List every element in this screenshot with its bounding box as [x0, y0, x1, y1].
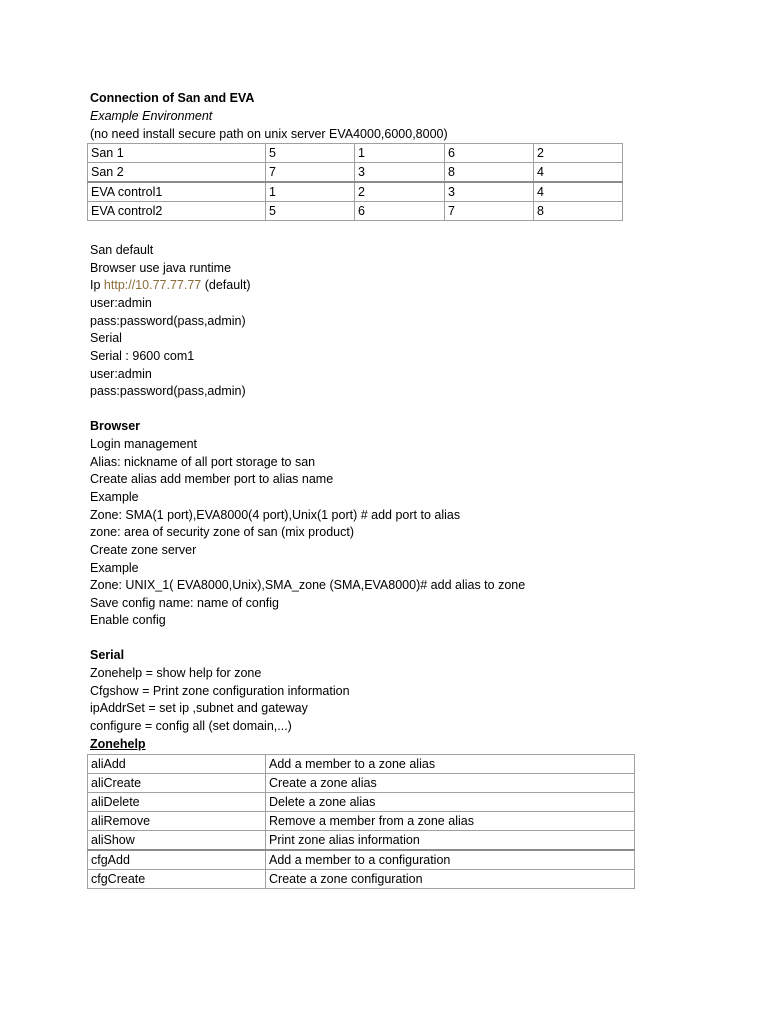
table-cell: 5: [266, 144, 355, 163]
table-cell: 8: [534, 202, 623, 221]
table-cell: 4: [534, 163, 623, 183]
browser-line: Login management: [90, 437, 198, 451]
ip-prefix: Ip: [90, 278, 101, 292]
serial-command-line: Zonehelp = show help for zone: [90, 666, 262, 680]
browser-line: Alias: nickname of all port storage to san: [90, 455, 316, 469]
document-title: Connection of San and EVA: [90, 91, 255, 105]
browser-line: Example: [90, 490, 139, 504]
table-cell: 2: [534, 144, 623, 163]
table-cell: 8: [445, 163, 534, 183]
table-row: [88, 850, 635, 870]
browser-line: Zone: UNIX_1( EVA8000,Unix),SMA_zone (SMA,EVA8000)# add alias to zone: [90, 578, 526, 592]
environment-note: (no need install secure path on unix server EVA4000,6000,8000): [90, 127, 448, 141]
table-row: [88, 202, 623, 221]
browser-line: Example: [90, 561, 139, 575]
table-cell: 5: [266, 202, 355, 221]
serial-line: Serial : 9600 com1: [90, 349, 195, 363]
table-row: [88, 163, 623, 183]
browser-heading: Browser: [90, 419, 141, 433]
browser-java-line: Browser use java runtime: [90, 261, 232, 275]
description-cell: Print zone alias information: [266, 831, 635, 851]
command-cell: aliCreate: [88, 774, 266, 793]
browser-line: zone: area of security zone of san (mix product): [90, 525, 355, 539]
browser-line: Zone: SMA(1 port),EVA8000(4 port),Unix(1 port) # add port to alias: [90, 508, 461, 522]
document-subtitle: Example Environment: [90, 109, 213, 123]
description-cell: Delete a zone alias: [266, 793, 635, 812]
san-default-heading: San default: [90, 243, 154, 257]
browser-line: Save config name: name of config: [90, 596, 280, 610]
serial-command-line: ipAddrSet = set ip ,subnet and gateway: [90, 701, 308, 715]
user-line-2: user:admin: [90, 367, 152, 381]
table-cell: 1: [355, 144, 445, 163]
serial-command-line: Cfgshow = Print zone configuration information: [90, 684, 350, 698]
command-cell: aliShow: [88, 831, 266, 851]
description-cell: Create a zone configuration: [266, 870, 635, 889]
table-cell: 4: [534, 182, 623, 202]
command-cell: aliDelete: [88, 793, 266, 812]
table-cell: San 2: [88, 163, 266, 183]
table-cell: 6: [445, 144, 534, 163]
serial-heading: Serial: [90, 648, 125, 662]
table-row: [88, 182, 623, 202]
table-row: [88, 812, 635, 831]
table-cell: 2: [355, 182, 445, 202]
table-cell: EVA control1: [88, 182, 266, 202]
command-cell: aliAdd: [88, 755, 266, 774]
table-cell: 1: [266, 182, 355, 202]
table-cell: 3: [355, 163, 445, 183]
table-cell: 3: [445, 182, 534, 202]
zonehelp-heading: Zonehelp: [90, 737, 146, 751]
table-cell: 7: [445, 202, 534, 221]
command-cell: cfgCreate: [88, 870, 266, 889]
ip-suffix: (default): [204, 278, 251, 292]
command-cell: cfgAdd: [88, 850, 266, 870]
description-cell: Remove a member from a zone alias: [266, 812, 635, 831]
description-cell: Create a zone alias: [266, 774, 635, 793]
table-row: [88, 774, 635, 793]
table-row: [88, 831, 635, 851]
table-row: [88, 144, 623, 163]
table-row: [88, 793, 635, 812]
table-cell: San 1: [88, 144, 266, 163]
ip-line: [90, 277, 251, 294]
pass-line: pass:password(pass,admin): [90, 314, 246, 328]
table-cell: EVA control2: [88, 202, 266, 221]
command-cell: aliRemove: [88, 812, 266, 831]
table-row: [88, 755, 635, 774]
zonehelp-table: [87, 754, 635, 889]
environment-table: [87, 143, 623, 221]
description-cell: Add a member to a zone alias: [266, 755, 635, 774]
serial-subheading: Serial: [90, 331, 122, 345]
pass-line-2: pass:password(pass,admin): [90, 384, 246, 398]
table-cell: 6: [355, 202, 445, 221]
description-cell: Add a member to a configuration: [266, 850, 635, 870]
browser-line: Create zone server: [90, 543, 197, 557]
serial-command-line: configure = config all (set domain,...): [90, 719, 292, 733]
browser-line: Enable config: [90, 613, 166, 627]
table-cell: 7: [266, 163, 355, 183]
table-row: [88, 870, 635, 889]
browser-line: Create alias add member port to alias name: [90, 472, 334, 486]
ip-link[interactable]: http://10.77.77.77: [103, 278, 202, 292]
user-line: user:admin: [90, 296, 152, 310]
